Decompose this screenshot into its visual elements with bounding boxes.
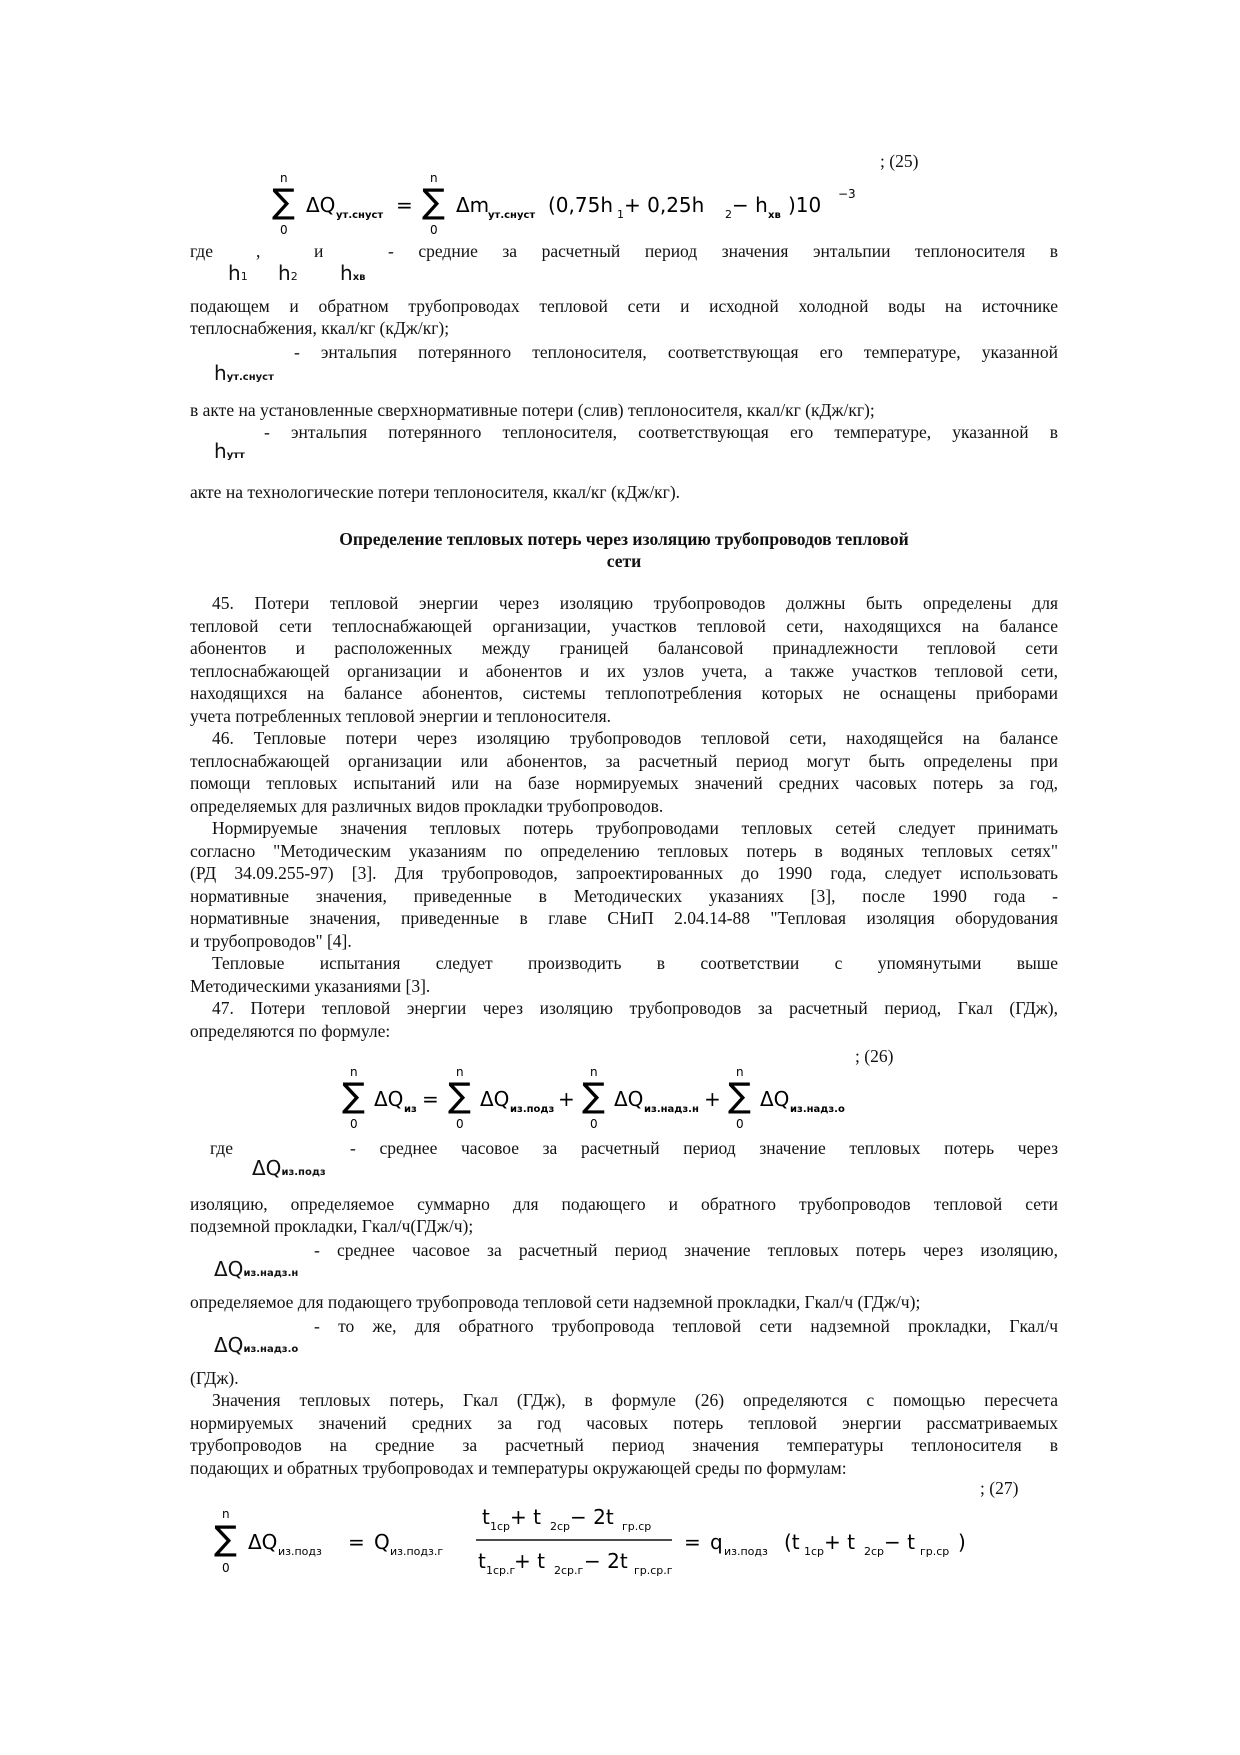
hutt-definition-text: - энтальпия потерянного теплоносителя, соответствующая его температуре, указанной в [264,422,1058,442]
f27-sum-0: 0 [222,1561,230,1575]
paragraph-values [190,1389,1058,1479]
f27-num-c-sub: гр.ср [622,1520,652,1533]
where2-word: где [210,1138,233,1158]
paragraph-tests [190,952,1058,997]
f26-sum4-0: 0 [736,1117,744,1131]
equation-number-25: ; (25) [880,151,919,171]
sum2-upper-n: n [430,171,438,185]
f27-lhs: ΔQ [248,1530,278,1554]
f26-plus2: + [704,1087,721,1111]
f26-sum2-icon: ∑ [448,1076,471,1116]
f27-r-a-sub: 1ср [804,1545,825,1558]
f26-sum4-icon: ∑ [728,1076,751,1116]
f27-den-b: + t [514,1549,545,1573]
f26-t1: ΔQ [374,1087,404,1111]
f27-num-a: t [482,1505,490,1529]
symbol-dq-iz-nadz-o: ΔQиз.надз.о [214,1333,299,1357]
p47-line-1: 47. Потери тепловой энергии через изоляцию трубопроводов за расчетный период, Гкал (ГДж), [212,998,1058,1018]
sum-sign-icon: ∑ [272,182,295,222]
rhs-subscript: ут.снуст [488,210,536,221]
f27-q1-sub: из.подз.г [390,1545,444,1558]
f26-sum1-n: n [350,1065,358,1079]
f27-num-b-sub: 2ср [550,1520,571,1533]
rhs-plus-term: + 0,25h [624,193,705,217]
sum-lower-0: 0 [280,223,288,237]
where-line-1 [190,240,1058,263]
formula-25-svg [270,168,890,238]
paragraph-46 [190,727,1058,817]
sum2-lower-0: 0 [430,223,438,237]
section-heading-line-2: сети [606,551,642,571]
f27-lhs-sub: из.подз [278,1545,322,1558]
f27-r-c-sub: гр.ср [920,1545,950,1558]
equals-sign: = [396,193,413,217]
pnorm-line-3: (РД 34.09.255-97) [3]. Для трубопроводов, запроектированных до 1990 года, следует использовать [190,863,1058,883]
hutt-line-2: акте на технологические потери теплоносителя, ккал/кг (кДж/кг). [190,482,681,502]
rhs-minus-term: − h [732,193,768,217]
f27-den-b-sub: 2ср.г [554,1564,584,1577]
p45-line-4: теплоснабжающей организации и абонентов и их узлов учета, а также участков тепловой сети, [190,660,1058,681]
f27-q2: q [710,1530,723,1554]
f27-num-b: + t [510,1505,541,1529]
formula-26-svg [340,1062,900,1132]
pvalues-line-3: трубопроводов на средние за расчетный период значения температуры теплоносителя в [190,1435,1058,1455]
pnorm-line-2: согласно "Методическим указаниям по определению тепловых потерь в водяных тепловых сетях" [190,840,1058,861]
f27-r-open: (t [784,1530,800,1554]
formula-27-svg [214,1494,1014,1594]
where2-definition-text: - среднее часовое за расчетный период значение тепловых потерь через [350,1138,1058,1158]
f26-sum1-0: 0 [350,1117,358,1131]
f26-sum4-n: n [736,1065,744,1079]
f26-sum1-icon: ∑ [342,1076,365,1116]
qn-definition-text: - среднее часовое за расчетный период значение тепловых потерь через изоляцию, [314,1240,1058,1260]
symbol-dq-iz-podz: ΔQиз.подз [252,1156,326,1180]
paragraph-45 [190,592,1058,727]
pnorm-line-4: нормативные значения, приведенные в Методических указаниях [3], после 1990 года - [190,885,1058,906]
f26-t4: ΔQ [760,1087,790,1111]
qn-line-2: определяемое для подающего трубопровода тепловой сети надземной прокладки, Гкал/ч (ГДж/ч); [190,1292,921,1312]
p47-line-2: определяются по формуле: [190,1020,391,1041]
f26-t3: ΔQ [614,1087,644,1111]
qo-line-2: (ГДж). [190,1368,239,1388]
f26-sum3-icon: ∑ [582,1076,605,1116]
equation-number-27: ; (27) [980,1478,1019,1498]
symbol-dq-iz-nadz-n: ΔQиз.надз.н [214,1257,299,1281]
symbol-h2: h2 [278,261,298,285]
symbol-hut-snust: hут.снуст [214,361,274,385]
paragraph-47 [190,997,1058,1042]
p45-line-6: учета потребленных тепловой энергии и теплоносителя. [190,705,611,726]
p46-line-2: теплоснабжающей организации или абонентов, за расчетный период могут быть определены при [190,750,1058,771]
pvalues-line-2: нормируемых значений средних за год часовых потерь тепловой энергии рассматриваемых [190,1412,1058,1433]
pnorm-line-6: и трубопроводов" [4]. [190,930,352,951]
f26-s1: из [404,1104,417,1115]
pnorm-line-5: нормативные значения, приведенные в главе СНиП 2.04.14-88 "Тепловая изоляция оборудования [190,908,1058,928]
ptests-line-1: Тепловые испытания следует производить в соответствии с упомянутыми выше [212,953,1058,973]
hut-definition-text: - энтальпия потерянного теплоносителя, соответствующая его температуре, указанной [294,342,1058,362]
rhs-expr-open: (0,75h [548,193,614,217]
p45-line-2: тепловой сети теплоснабжающей организации, участков тепловой сети, находящихся на балансе [190,615,1058,636]
f26-s3: из.надз.н [644,1104,699,1115]
f27-num-c: − 2t [570,1505,614,1529]
symbol-h1: h1 [228,261,248,285]
sum2-sign-icon: ∑ [422,182,445,222]
where2-line-1 [210,1137,1058,1160]
paragraph-normative [190,817,1058,952]
lhs-subscript: ут.снуст [336,210,384,221]
symbol-hutt: hутт [214,439,245,463]
f27-den-c-sub: гр.ср.г [634,1564,673,1577]
f27-sum-icon: ∑ [214,1519,237,1559]
formula-25 [270,168,890,238]
where-definition-text: - средние за расчетный период значения энтальпии теплоносителя в [388,241,1058,261]
f27-num-a-sub: 1ср [490,1520,511,1533]
where-line-3: теплоснабжения, ккал/кг (кДж/кг); [190,318,450,338]
formula-27 [214,1494,1014,1594]
where-comma: , [256,241,261,261]
f27-eq2: = [684,1530,701,1554]
where2-line-2: изоляцию, определяемое суммарно для подающего и обратного трубопроводов тепловой сети [190,1194,1058,1214]
rhs-hxv-sub: хв [768,210,781,221]
rhs-close: )10 [788,193,822,217]
pvalues-line-1: Значения тепловых потерь, Гкал (ГДж), в формуле (26) определяются с помощью пересчета [212,1390,1058,1410]
rhs-exponent: −3 [838,187,856,201]
f26-t2: ΔQ [480,1087,510,1111]
p45-line-5: находящихся на балансе абонентов, системы теплопотребления которых не оснащены приборами [190,683,1058,703]
equation-number-26: ; (26) [855,1046,894,1066]
f26-sum2-0: 0 [456,1117,464,1131]
rhs-h1-sub: 1 [617,208,624,221]
f26-sum2-n: n [456,1065,464,1079]
sum-upper-n: n [280,171,288,185]
formula-26 [340,1062,900,1132]
p45-line-1: 45. Потери тепловой энергии через изоляцию трубопроводов должны быть определены для [212,593,1058,613]
f27-den-a-sub: 1ср.г [486,1564,516,1577]
pnorm-line-1: Нормируемые значения тепловых потерь трубопроводами тепловых сетей следует принимать [212,818,1058,838]
qo-definition-text: - то же, для обратного трубопровода тепловой сети надземной прокладки, Гкал/ч [314,1316,1058,1336]
rhs-delta-m: Δm [456,193,490,217]
f27-den-a: t [478,1549,486,1573]
f27-r-b-sub: 2ср [864,1545,885,1558]
rhs-h2-sub: 2 [725,208,732,221]
hut-line-2: в акте на установленные сверхнормативные потери (слив) теплоносителя, ккал/кг (кДж/кг); [190,400,875,420]
p45-line-3: абонентов и расположенных между границей балансовой принадлежности тепловой сети [190,638,1058,658]
f26-s2: из.подз [510,1104,555,1115]
f27-den-c: − 2t [584,1549,628,1573]
f26-eq: = [422,1087,439,1111]
f27-r-c: − t [884,1530,915,1554]
f26-sum3-0: 0 [590,1117,598,1131]
where-word: где [190,241,213,261]
f26-plus1: + [558,1087,575,1111]
ptests-line-2: Методическими указаниями [3]. [190,975,431,996]
f27-eq1: = [348,1530,365,1554]
lhs-delta-q: ΔQ [306,193,336,217]
f26-s4: из.надз.о [790,1104,845,1115]
where-line-2: подающем и обратном трубопроводах тепловой сети и исходной холодной воды на источнике [190,296,1058,316]
p46-line-4: определяемых для различных видов прокладки трубопроводов. [190,795,664,816]
section-heading-line-1: Определение тепловых потерь через изоляцию трубопроводов тепловой [339,529,909,549]
where2-line-3: подземной прокладки, Гкал/ч(ГДж/ч); [190,1216,474,1236]
where-and: и [314,241,324,261]
symbol-hxv: hхв [340,261,366,285]
p46-line-1: 46. Тепловые потери через изоляцию трубопроводов тепловой сети, находящейся на балансе [212,728,1058,748]
f27-q1: Q [374,1530,390,1554]
p46-line-3: помощи тепловых испытаний или на базе нормируемых значений средних часовых потерь за год, [190,773,1058,793]
f27-q2-sub: из.подз [724,1545,768,1558]
f27-sum-n: n [222,1507,230,1521]
f26-sum3-n: n [590,1065,598,1079]
f27-r-b: + t [824,1530,855,1554]
f27-r-close: ) [958,1530,966,1554]
pvalues-line-4: подающих и обратных трубопроводах и температуры окружающей среды по формулам: [190,1457,847,1478]
